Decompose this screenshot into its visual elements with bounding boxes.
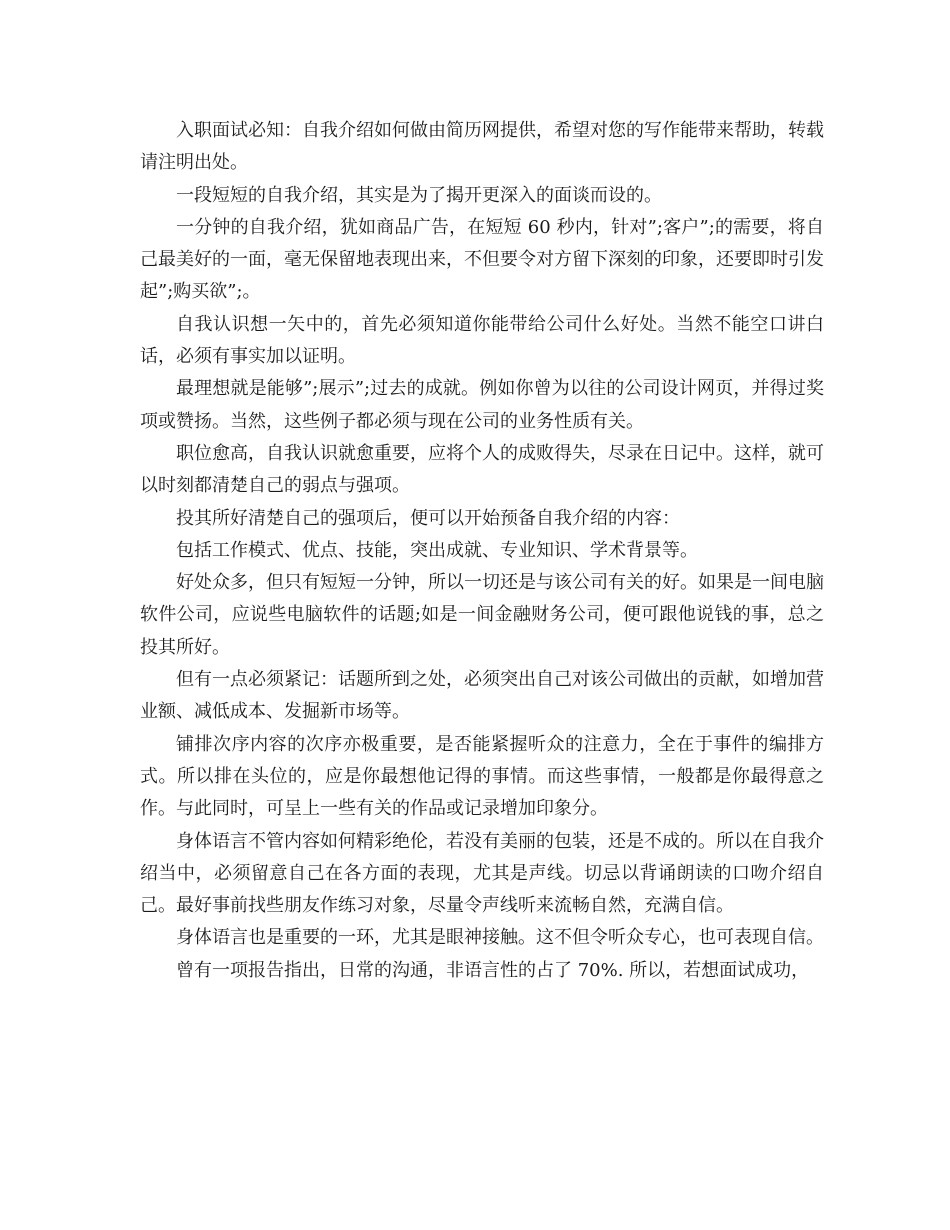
paragraph: 身体语言也是重要的一环，尤其是眼神接触。这不但令听众专心，也可表现自信。 — [176, 927, 824, 949]
paragraph: 投其所好清楚自己的强项后，便可以开始预备自我介绍的内容： — [176, 507, 680, 529]
paragraph: 好处众多，但只有短短一分钟，所以一切还是与该公司有关的好。如果是一间电脑软件公司，应说些电脑软件的话题;如是一间金融财务公司，便可跟他说钱的事，总之投其所好。 — [140, 572, 824, 658]
paragraph: 入职面试必知：自我介绍如何做由简历网提供，希望对您的写作能带来帮助，转载请注明出处。 — [140, 120, 824, 174]
paragraph: 自我认识想一矢中的，首先必须知道你能带给公司什么好处。当然不能空口讲白话，必须有事实加以证明。 — [140, 313, 824, 368]
document-body — [140, 115, 824, 987]
paragraph: 曾有一项报告指出，日常的沟通，非语言性的占了 70%. 所以，若想面试成功， — [176, 959, 810, 981]
paragraph: 包括工作模式、优点、技能，突出成就、专业知识、学术背景等。 — [176, 539, 698, 561]
paragraph: 一段短短的自我介绍，其实是为了揭开更深入的面谈而设的。 — [176, 184, 662, 206]
paragraph: 身体语言不管内容如何精彩绝伦，若没有美丽的包装，还是不成的。所以在自我介绍当中，必须留意自己在各方面的表现，尤其是声线。切忌以背诵朗读的口吻介绍自己。最好事前找些朋友作练习对象，尽量令声线听来流畅自然，充满自信。 — [140, 830, 824, 917]
paragraph: 铺排次序内容的次序亦极重要，是否能紧握听众的注意力，全在于事件的编排方式。所以排在头位的，应是你最想他记得的事情。而这些事情，一般都是你最得意之作。与此同时，可呈上一些有关的作品或记录增加印象分。 — [140, 733, 824, 820]
paragraph: 最理想就是能够”;展示”;过去的成就。例如你曾为以往的公司设计网页，并得过奖项或赞扬。当然，这些例子都必须与现在公司的业务性质有关。 — [140, 378, 824, 432]
paragraph: 一分钟的自我介绍，犹如商品广告，在短短 60 秒内，针对”;客户”;的需要，将自己最美好的一面，毫无保留地表现出来，不但要令对方留下深刻的印象，还要即时引发起”;购买欲”;。 — [140, 216, 824, 303]
paragraph: 但有一点必须紧记：话题所到之处，必须突出自己对该公司做出的贡献，如增加营业额、减低成本、发掘新市场等。 — [140, 669, 824, 723]
paragraph: 职位愈高，自我认识就愈重要，应将个人的成败得失，尽录在日记中。这样，就可以时刻都清楚自己的弱点与强项。 — [140, 442, 824, 497]
